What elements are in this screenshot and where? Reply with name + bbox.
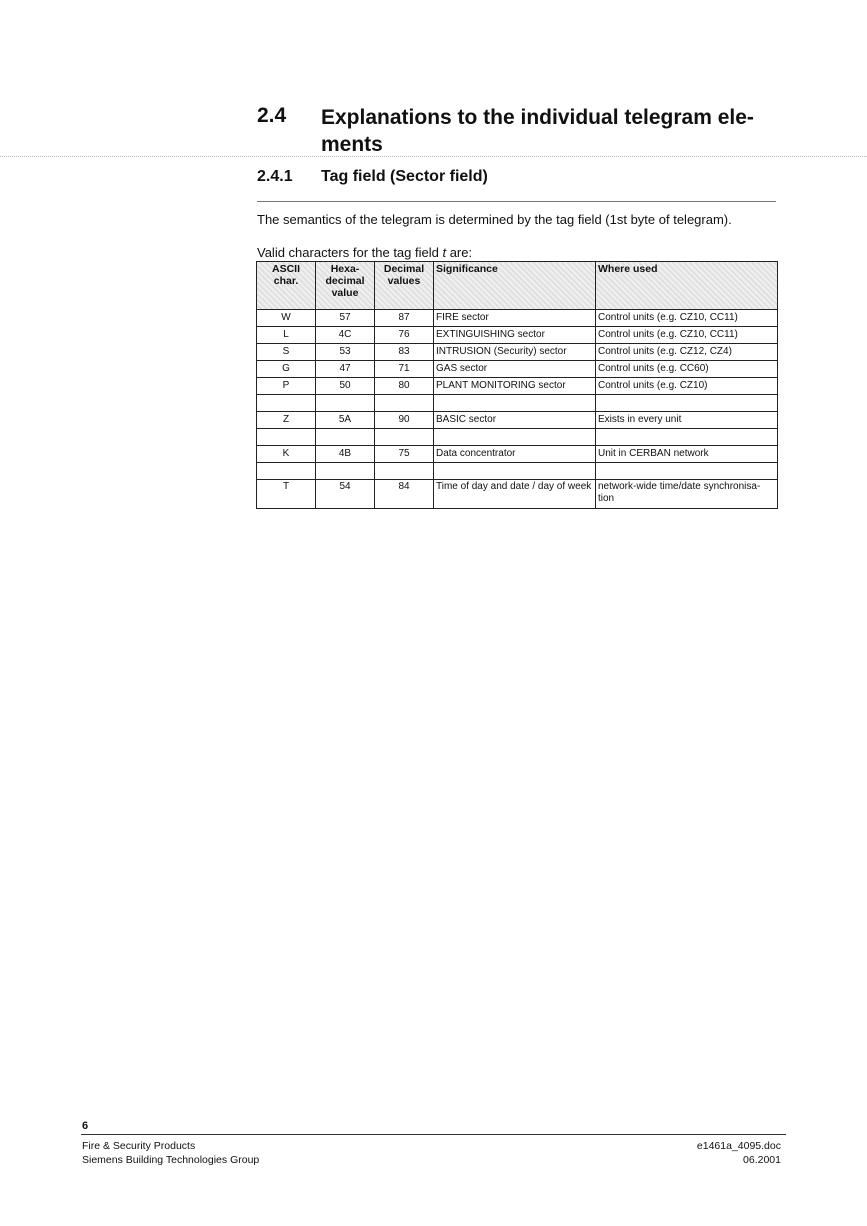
intro-paragraph: The semantics of the telegram is determined by the tag field (1st byte of telegram).	[257, 212, 732, 227]
footer-company: Fire & Security Products	[82, 1140, 196, 1152]
cell-ascii: P	[257, 378, 316, 395]
cell-where-used: Control units (e.g. CZ10, CC11)	[596, 327, 778, 344]
cell-ascii: W	[257, 310, 316, 327]
cell-where-used: Control units (e.g. CC60)	[596, 361, 778, 378]
caption-prefix: Valid characters for the tag field	[257, 245, 443, 260]
header-significance: Significance	[434, 262, 596, 310]
cell-hex: 4B	[316, 446, 375, 463]
table-header-row	[257, 262, 778, 310]
cell-decimal: 90	[375, 412, 434, 429]
cell-ascii: K	[257, 446, 316, 463]
header-where-used: Where used	[596, 262, 778, 310]
cell-significance: INTRUSION (Security) sector	[434, 344, 596, 361]
cell-significance: PLANT MONITORING sector	[434, 378, 596, 395]
cell-where-used: network-wide time/date synchronisa-tion	[596, 480, 778, 509]
cell-significance: Data concentrator	[434, 446, 596, 463]
cell-where-used: Exists in every unit	[596, 412, 778, 429]
page-number: 6	[82, 1120, 89, 1132]
cell-hex: 54	[316, 480, 375, 509]
table-spacer-row	[257, 429, 778, 446]
cell-ascii: T	[257, 480, 316, 509]
table-row	[257, 412, 778, 429]
footer-document-id: e1461a_4095.doc	[696, 1140, 781, 1152]
table-caption	[257, 245, 472, 260]
table-row	[257, 446, 778, 463]
cell-decimal: 83	[375, 344, 434, 361]
cell-where-used: Control units (e.g. CZ12, CZ4)	[596, 344, 778, 361]
table-row	[257, 378, 778, 395]
cell-significance: BASIC sector	[434, 412, 596, 429]
cell-decimal: 71	[375, 361, 434, 378]
cell-hex: 4C	[316, 327, 375, 344]
footer-date: 06.2001	[743, 1154, 781, 1166]
table-row	[257, 344, 778, 361]
cell-significance: EXTINGUISHING sector	[434, 327, 596, 344]
cell-decimal: 84	[375, 480, 434, 509]
subsection-title: Tag field (Sector field)	[321, 168, 488, 185]
header-decimal: Decimal values	[375, 262, 434, 310]
table-row	[257, 361, 778, 378]
cell-ascii: L	[257, 327, 316, 344]
cell-decimal: 76	[375, 327, 434, 344]
cell-ascii: S	[257, 344, 316, 361]
cell-decimal: 75	[375, 446, 434, 463]
tag-field-table	[256, 261, 778, 509]
cell-hex: 57	[316, 310, 375, 327]
table-row	[257, 327, 778, 344]
footer-rule	[81, 1134, 786, 1135]
cell-ascii: Z	[257, 412, 316, 429]
cell-hex: 47	[316, 361, 375, 378]
table-row	[257, 480, 778, 509]
cell-decimal: 87	[375, 310, 434, 327]
footer-group: Siemens Building Technologies Group	[82, 1154, 260, 1166]
cell-ascii: G	[257, 361, 316, 378]
cell-significance: GAS sector	[434, 361, 596, 378]
header-ascii: ASCII char.	[257, 262, 316, 310]
cell-hex: 5A	[316, 412, 375, 429]
caption-variable: t	[442, 245, 447, 260]
cell-where-used: Unit in CERBAN network	[596, 446, 778, 463]
cell-where-used: Control units (e.g. CZ10, CC11)	[596, 310, 778, 327]
table-row	[257, 310, 778, 327]
section-number: 2.4	[257, 104, 287, 127]
cell-where-used: Control units (e.g. CZ10)	[596, 378, 778, 395]
subsection-rule	[257, 201, 776, 202]
cell-significance: Time of day and date / day of week	[434, 480, 596, 509]
table-spacer-row	[257, 463, 778, 480]
subsection-number: 2.4.1	[257, 168, 293, 185]
table-spacer-row	[257, 395, 778, 412]
cell-significance: FIRE sector	[434, 310, 596, 327]
caption-suffix: are:	[446, 245, 473, 260]
cell-hex: 50	[316, 378, 375, 395]
cell-decimal: 80	[375, 378, 434, 395]
cell-hex: 53	[316, 344, 375, 361]
header-hex: Hexa-decimal value	[316, 262, 375, 310]
section-title: Explanations to the individual telegram ele-ments	[321, 106, 754, 156]
